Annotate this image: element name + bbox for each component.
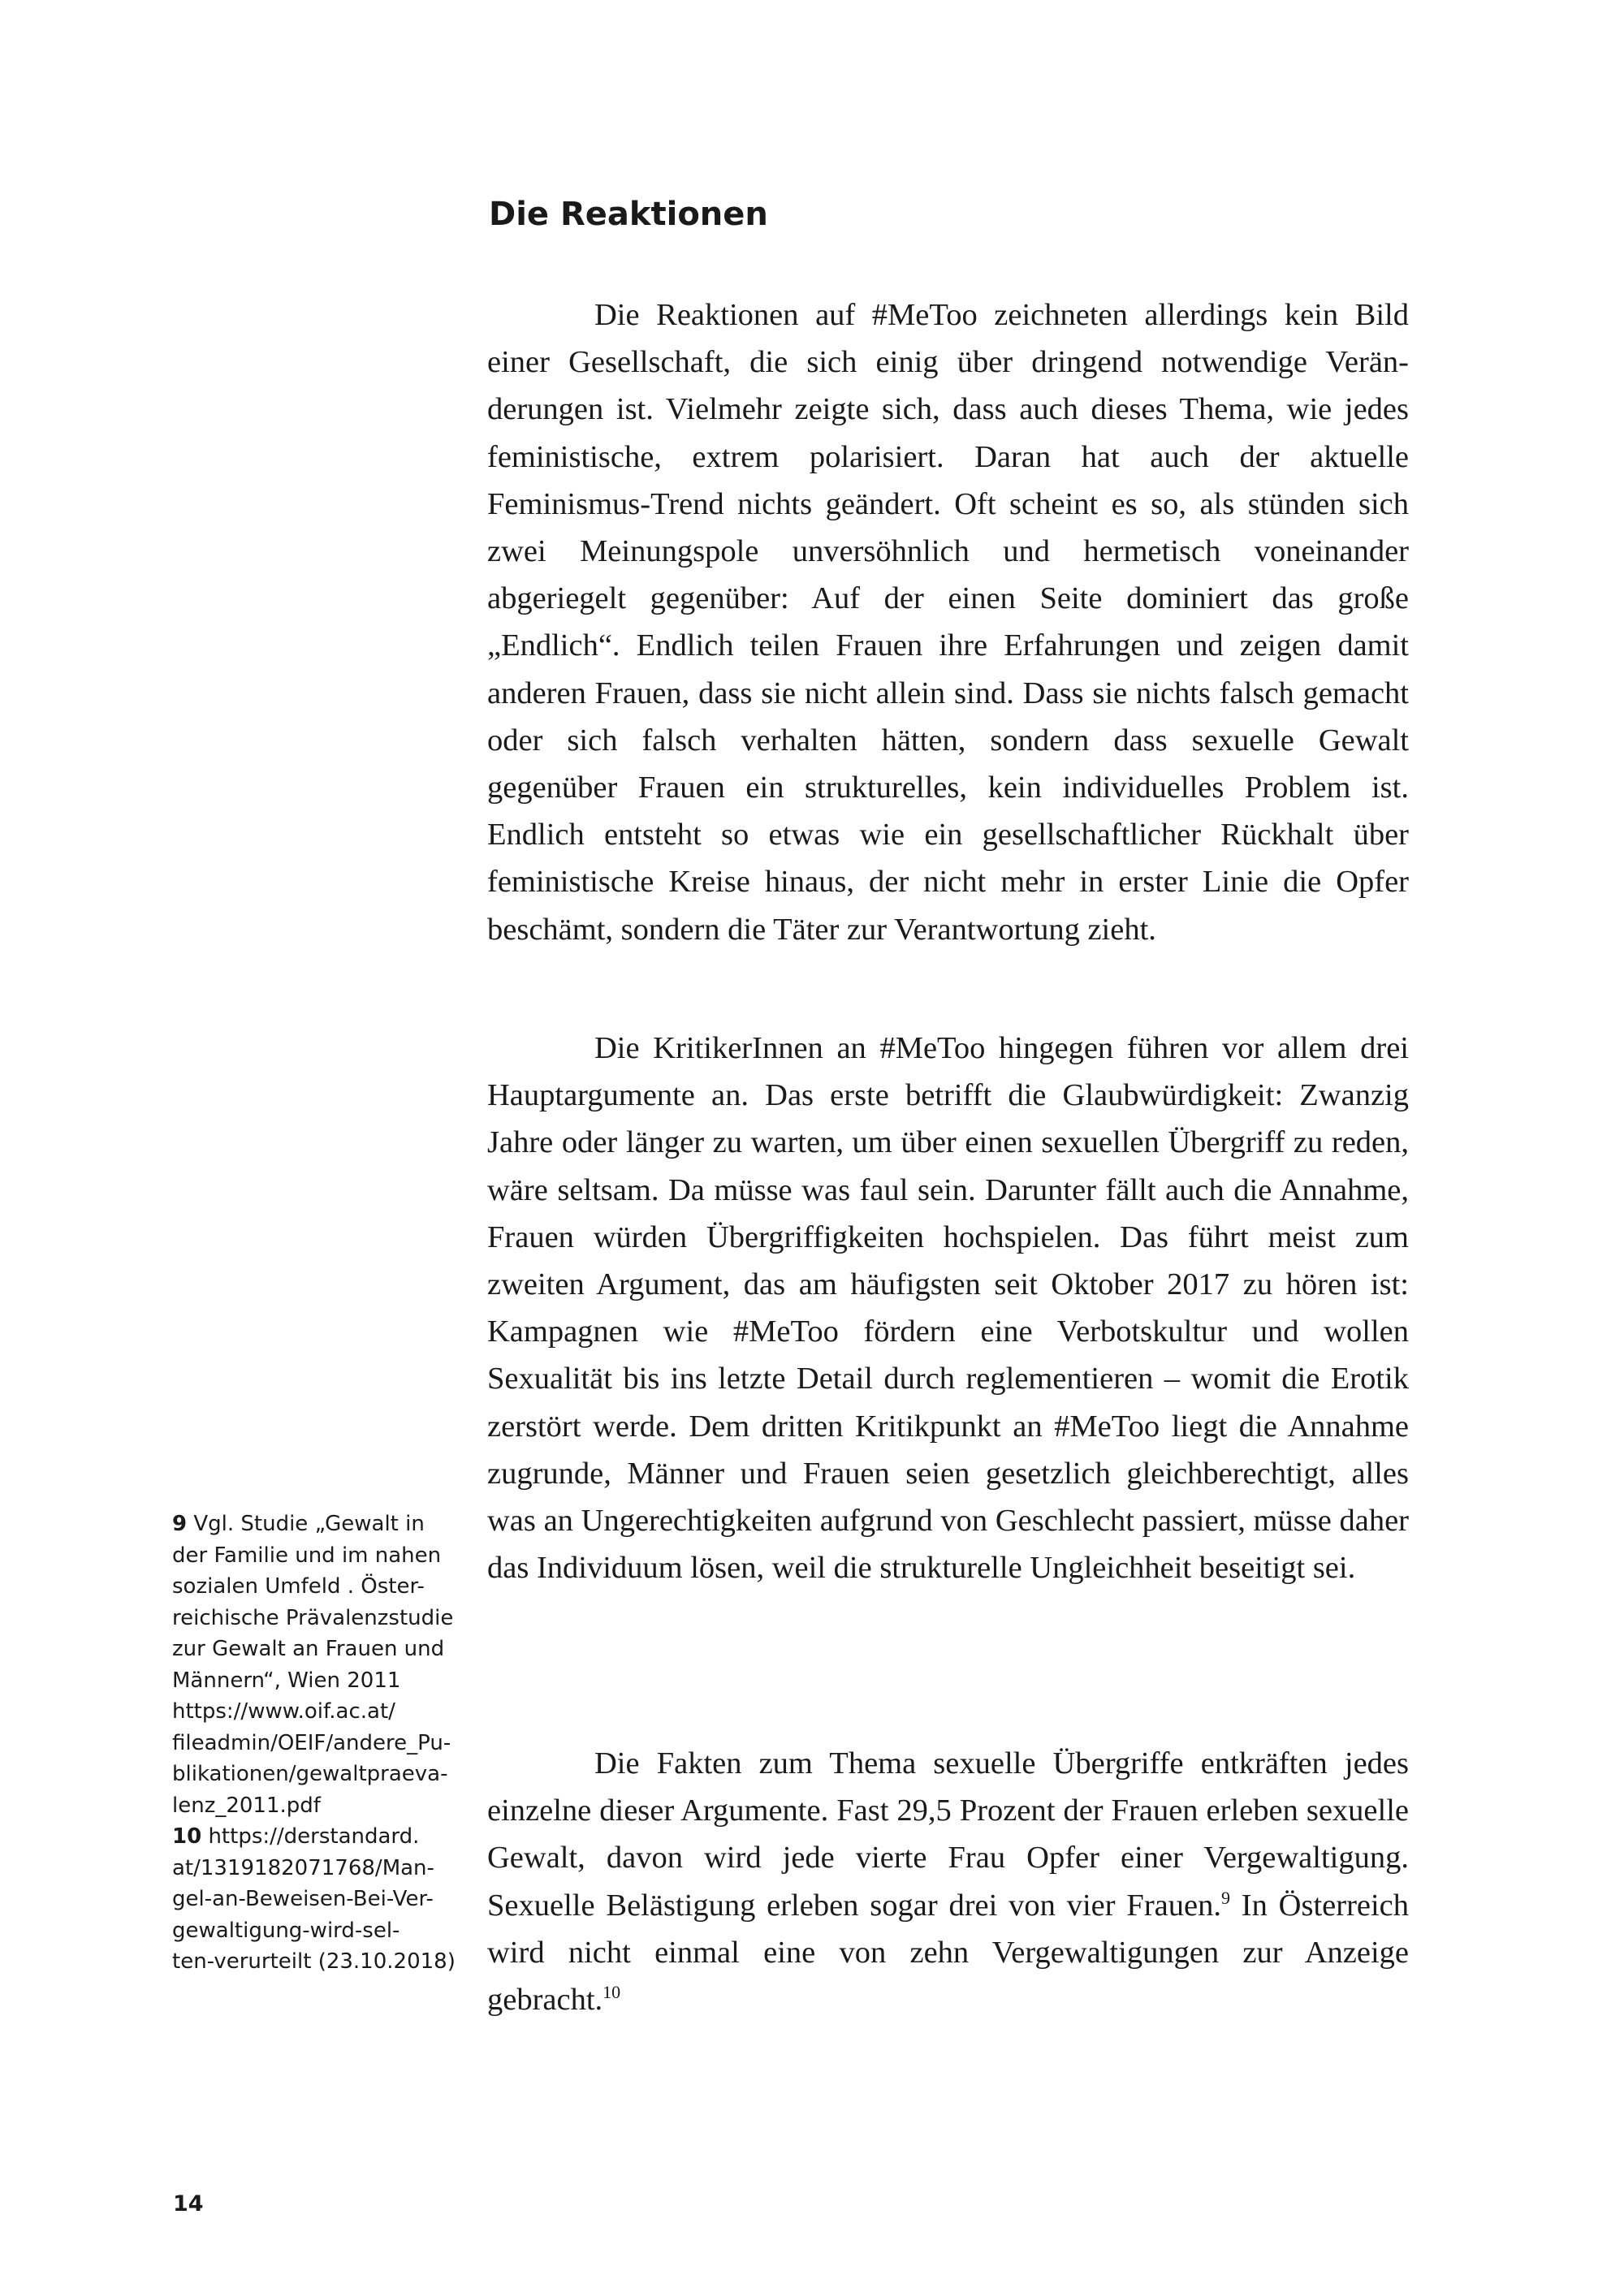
footnote-link-line[interactable]: lenz_2011.pdf [172, 1793, 321, 1818]
footnote-link-line[interactable]: at/1319182071768/Man- [172, 1855, 434, 1880]
footnote-link-line[interactable]: https://derstandard. [208, 1824, 420, 1849]
footnote-link-line[interactable]: fileadmin/OEIF/andere_Pu- [172, 1730, 451, 1755]
footnote-link-line[interactable]: gewaltigung-wird-sel- [172, 1918, 400, 1943]
footnote-line: zur Gewalt an Frauen und [172, 1637, 445, 1661]
footnote-line [172, 1509, 458, 1540]
footnote-link-line[interactable]: blikationen/gewaltpraeva- [172, 1762, 448, 1786]
footnote-link-line[interactable]: ten-verurteilt (23.10.2018) [172, 1949, 456, 1974]
footnote-line: Männern“, Wien 2011 [172, 1668, 401, 1693]
footnote-number: 9 [172, 1512, 188, 1536]
footnote-link-line[interactable]: https://www.oif.ac.at/ [172, 1699, 395, 1724]
body-paragraph-1: Die Reaktionen auf #MeToo zeichneten allerdings kein Bild einer Gesellschaft, die sich einig über dringend notwendige Veränderungen ist. Vielmehr zeigte sich, dass auch dieses Thema, wie jedes feministische, extrem polarisiert. Daran hat auch der aktuelle Feminismus-Trend nichts geändert. Oft scheint es so, als stünden sich zwei Meinungspole unversöhnlich und hermetisch voneinander abgeriegelt gegenüber: Auf der einen Seite dominiert das große „Endlich“. Endlich teilen Frauen ihre Erfahrungen und zeigen damit anderen Frauen, dass sie nicht allein sind. Dass sie nichts falsch gemacht oder sich falsch verhalten hätten, sondern dass sexuelle Gewalt gegenüber Frauen ein strukturelles, kein individuelles Problem ist. Endlich entsteht so etwas wie ein gesellschaftlicher Rückhalt über feministische Kreise hinaus, der nicht mehr in erster Linie die Opfer beschämt, sondern die Täter zur Verantwortung zieht. [487, 298, 1409, 947]
body-paragraph-3 [487, 1740, 1409, 2023]
footnote-ref-10[interactable]: 10 [603, 1982, 621, 2003]
footnotes-column [172, 1509, 458, 1978]
paragraph-3-text-a: Die Fakten zum Thema sexuelle Übergriffe entkräften jedes einzelne dieser Argumente. Fast 29,5 Prozent der Frauen erleben sexuelle Gewalt, davon wird jede vierte Frau Opfer einer Vergewaltigung. Sexuelle Belästigung erleben sogar drei von vier Frauen. [487, 1746, 1409, 1923]
footnote-line: reichische Prävalenzstudie [172, 1605, 454, 1630]
footnote-10 [172, 1821, 458, 1978]
body-paragraph-2: Die KritikerInnen an #MeToo hingegen führen vor allem drei Hauptargumente an. Das erste betrifft die Glaubwürdigkeit: Zwanzig Jahre oder länger zu warten, um über einen sexuellen Übergriff zu reden, wäre seltsam. Da müsse was faul sein. Darunter fällt auch die Annahme, Frauen würden Übergriffigkeiten hochspielen. Das führt meist zum zweiten Argument, das am häufigsten seit Oktober 2017 zu hören ist: Kampagnen wie #MeToo fördern eine Verbotskultur und wollen Sexualität bis ins letzte Detail durch reglementieren – womit die Erotik zerstört werde. Dem dritten Kritikpunkt an #MeToo liegt die Annahme zugrunde, Männer und Frauen seien gesetzlich gleichberechtigt, alles was an Ungerechtigkeiten aufgrund von Geschlecht passiert, müsse daher das Individuum lösen, weil die strukturelle Ungleichheit beseitigt sei. [487, 1031, 1409, 1586]
section-heading: Die Reaktionen [489, 196, 768, 233]
page-number: 14 [173, 2191, 204, 2216]
footnote-line: sozialen Umfeld . Öster- [172, 1574, 425, 1599]
footnote-line [172, 1821, 458, 1853]
footnote-9 [172, 1509, 458, 1821]
footnote-line: der Familie und im nahen [172, 1543, 442, 1568]
footnote-text: Vgl. Studie „Gewalt in [193, 1512, 425, 1536]
paragraph-3-text-b: In Österreich wird nicht einmal eine von zehn Vergewaltigungen zur Anzeige gebracht. [487, 1888, 1410, 2018]
footnote-ref-9[interactable]: 9 [1220, 1887, 1230, 1908]
footnote-link-line[interactable]: gel-an-Beweisen-Bei-Ver- [172, 1887, 434, 1911]
footnote-number: 10 [172, 1824, 202, 1849]
